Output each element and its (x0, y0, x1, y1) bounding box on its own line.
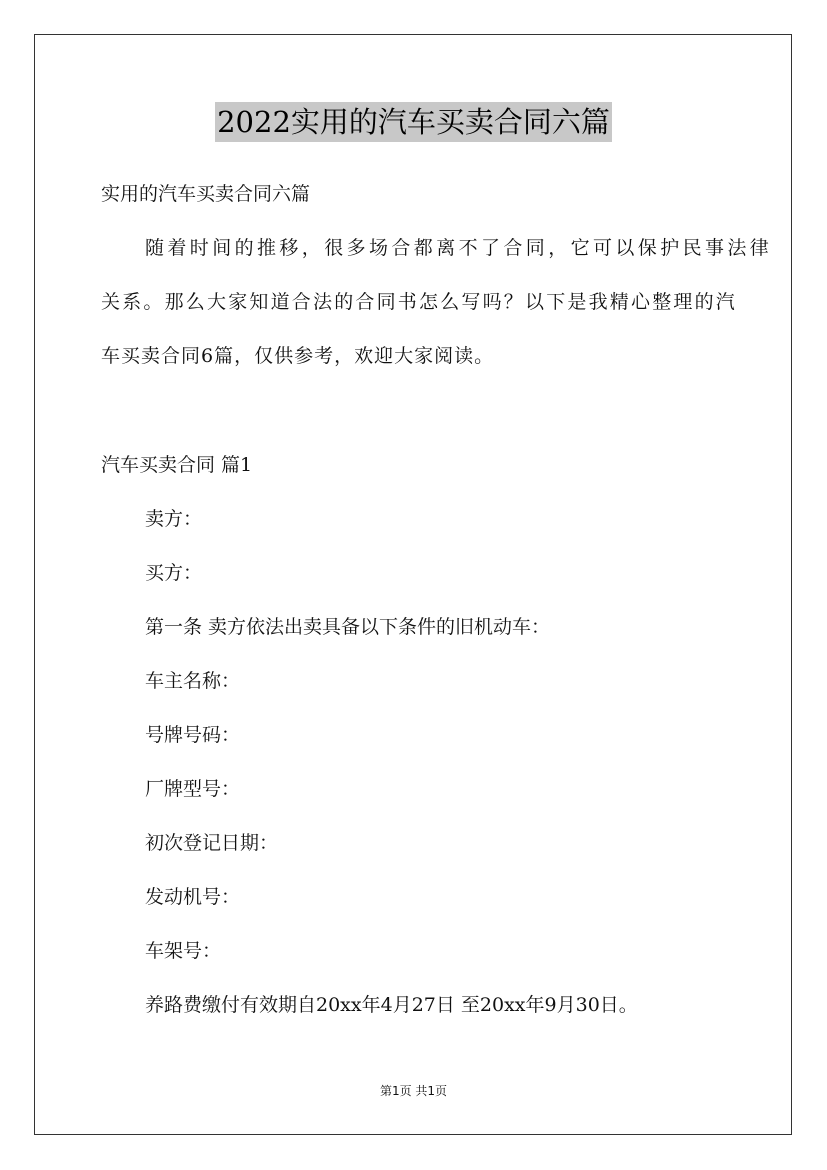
owner-name-field: 车主名称： (145, 670, 241, 692)
engine-number-field: 发动机号： (145, 886, 241, 908)
intro-paragraph-line-3: 车买卖合同6篇，仅供参考，欢迎大家阅读。 (101, 345, 495, 367)
buyer-field: 买方： (145, 562, 203, 584)
brand-model-field: 厂牌型号： (145, 778, 241, 800)
document-title: 2022实用的汽车买卖合同六篇 (215, 102, 612, 142)
seller-field: 卖方： (145, 508, 203, 530)
section-heading: 汽车买卖合同 篇1 (101, 454, 253, 476)
intro-paragraph-line-1: 随着时间的推移，很多场合都离不了合同，它可以保护民事法律 (145, 237, 773, 259)
road-fee-validity: 养路费缴付有效期自20xx年4月27日 至20xx年9月30日。 (145, 994, 638, 1016)
registration-date-field: 初次登记日期： (145, 832, 279, 854)
article-one: 第一条 卖方依法出卖具备以下条件的旧机动车： (145, 616, 551, 638)
intro-paragraph-line-2: 关系。那么大家知道合法的合同书怎么写吗？以下是我精心整理的汽 (101, 291, 738, 313)
frame-number-field: 车架号： (145, 940, 222, 962)
document-subtitle: 实用的汽车买卖合同六篇 (101, 183, 311, 205)
plate-number-field: 号牌号码： (145, 724, 241, 746)
title-container (0, 102, 827, 142)
page-number-footer: 第1页 共1页 (379, 1084, 448, 1098)
